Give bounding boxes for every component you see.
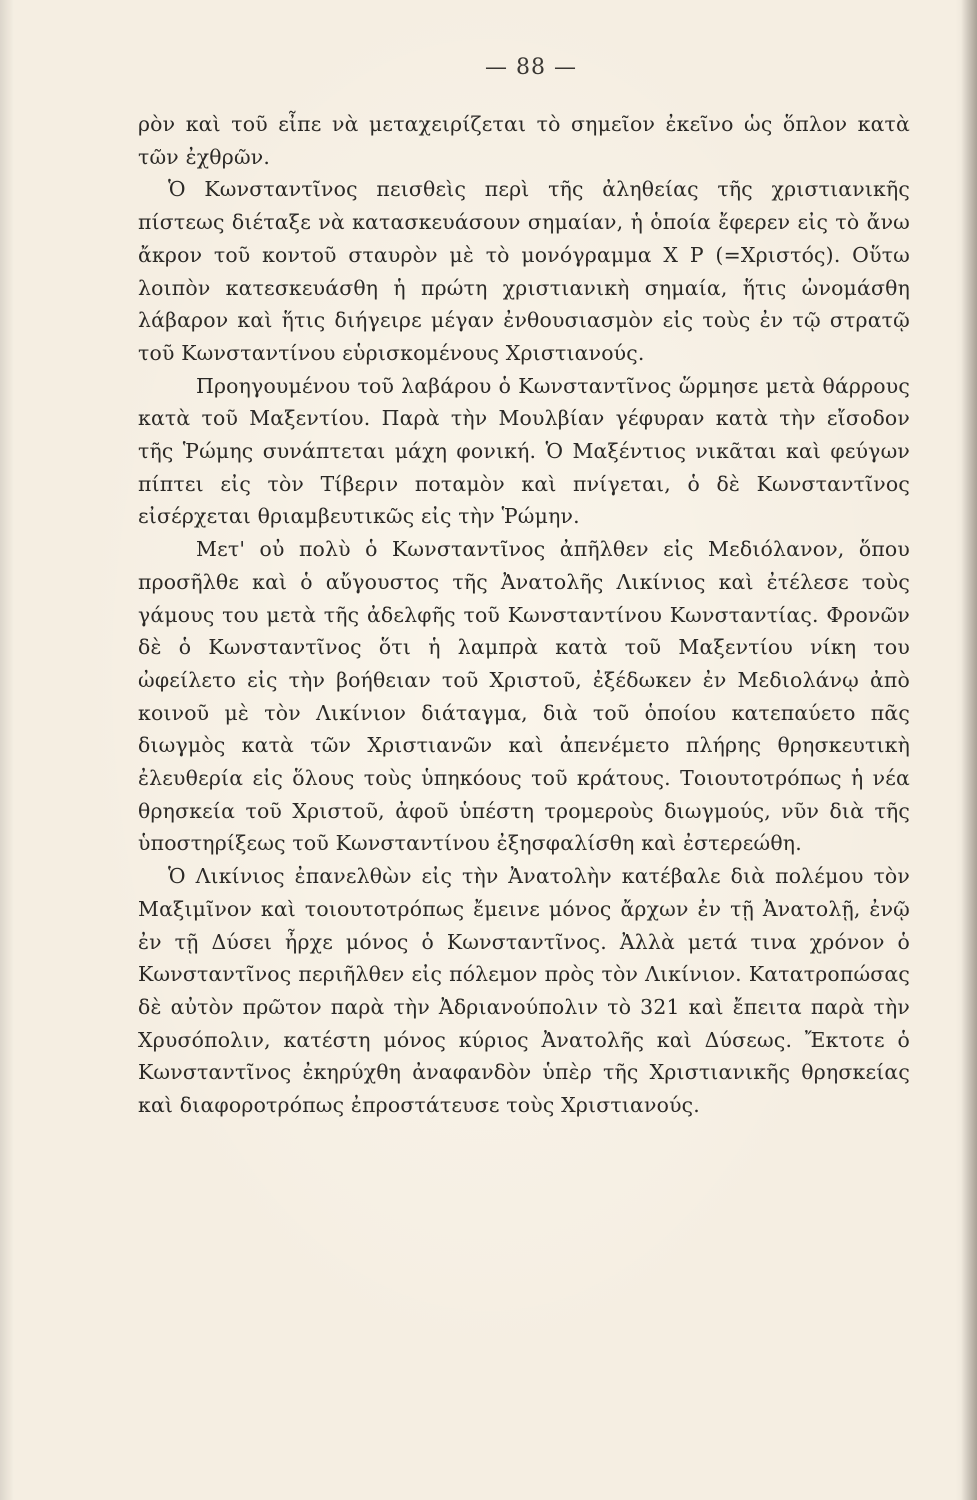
page-header (0, 55, 977, 80)
paragraph: Προηγουμένου τοῦ λαβάρου ὁ Κωνσταντῖνος ὥρμησε μετὰ θάρρους κατὰ τοῦ Μαξεντίου. Παρὰ τὴν Μουλβίαν γέφυραν κατὰ τὴν εἴσοδον τῆς Ῥώμης συνάπτεται μάχη φονική. Ὁ Μαξέντιος νικᾶται καὶ φεύγων πίπτει εἰς τὸν Τίβεριν ποταμὸν καὶ πνίγεται, ὁ δὲ Κωνσταντῖνος εἰσέρχεται θριαμβευτικῶς εἰς τὴν Ῥώμην. (138, 373, 910, 529)
paragraph: Μετ' οὐ πολὺ ὁ Κωνσταντῖνος ἀπῆλθεν εἰς Μεδιόλανον, ὅπου προσῆλθε καὶ ὁ αὔγουστος τῆς Ἀνατολῆς Λικίνιος καὶ ἐτέλεσε τοὺς γάμους του μετὰ τῆς ἀδελφῆς τοῦ Κωνσταντίνου Κωνσταντίας. Φρονῶν δὲ ὁ Κωνσταντῖνος ὅτι ἡ λαμπρὰ κατὰ τοῦ Μαξεντίου νίκη του ὠφείλετο εἰς τὴν βοήθειαν τοῦ Χριστοῦ, ἐξέδωκεν ἐν Μεδιολάνῳ ἀπὸ κοινοῦ μὲ τὸν Λικίνιον διάταγμα, διὰ τοῦ ὁποίου κατεπαύετο πᾶς διωγμὸς κατὰ τῶν Χριστιανῶν καὶ ἀπενέμετο πλήρης θρησκευτικὴ ἐλευθερία εἰς ὅλους τοὺς ὑπηκόους τοῦ κράτους. Τοιουτοτρόπως ἡ νέα θρησκεία τοῦ Χριστοῦ, ἀφοῦ ὑπέστη τρομεροὺς διωγμούς, νῦν διὰ τῆς ὑποστηρίξεως τοῦ Κωνσταντίνου ἐξησφαλίσθη καὶ ἐστερεώθη. (138, 537, 910, 856)
page-number: — 88 — (485, 55, 577, 80)
paragraph: Ὁ Λικίνιος ἐπανελθὼν εἰς τὴν Ἀνατολὴν κατέβαλε διὰ πολέμου τὸν Μαξιμῖνον καὶ τοιουτοτρόπως ἔμεινε μόνος ἄρχων ἐν τῇ Ἀνατολῇ, ἐνῷ ἐν τῇ Δύσει ἦρχε μόνος ὁ Κωνσταντῖνος. Ἀλλὰ μετά τινα χρόνον ὁ Κωνσταντῖνος περιῆλθεν εἰς πόλεμον πρὸς τὸν Λικίνιον. Κατατροπώσας δὲ αὐτὸν πρῶτον παρὰ τὴν Ἀδριανούπολιν τὸ 321 καὶ ἔπειτα παρὰ τὴν Χρυσόπολιν, κατέστη μόνος κύριος Ἀνατολῆς καὶ Δύσεως. Ἔκτοτε ὁ Κωνσταντῖνος ἐκηρύχθη ἀναφανδὸν ὑπὲρ τῆς Χριστιανικῆς θρησκείας καὶ διαφοροτρόπως ἐπροστάτευσε τοὺς Χριστιανούς. (138, 864, 910, 1118)
body-text (138, 108, 910, 1122)
paragraph-continuation: ρὸν καὶ τοῦ εἶπε νὰ μεταχειρίζεται τὸ σημεῖον ἐκεῖνο ὡς ὅπλον κατὰ τῶν ἐχθρῶν. (138, 112, 910, 169)
paragraph: Ὁ Κωνσταντῖνος πεισθεὶς περὶ τῆς ἀληθείας τῆς χριστιανικῆς πίστεως διέταξε νὰ κατασκευάσουν σημαίαν, ἡ ὁποία ἔφερεν εἰς τὸ ἄνω ἄκρον τοῦ κοντοῦ σταυρὸν μὲ τὸ μονόγραμμα Χ Ρ (=Χριστός). Οὕτω λοιπὸν κατεσκευάσθη ἡ πρώτη χριστιανικὴ σημαία, ἥτις ὠνομάσθη λάβαρον καὶ ἥτις διήγειρε μέγαν ἐνθουσιασμὸν εἰς τοὺς ἐν τῷ στρατῷ τοῦ Κωνσταντίνου εὑρισκομένους Χριστιανούς. (138, 177, 910, 365)
page-edge-shadow (961, 0, 977, 1500)
